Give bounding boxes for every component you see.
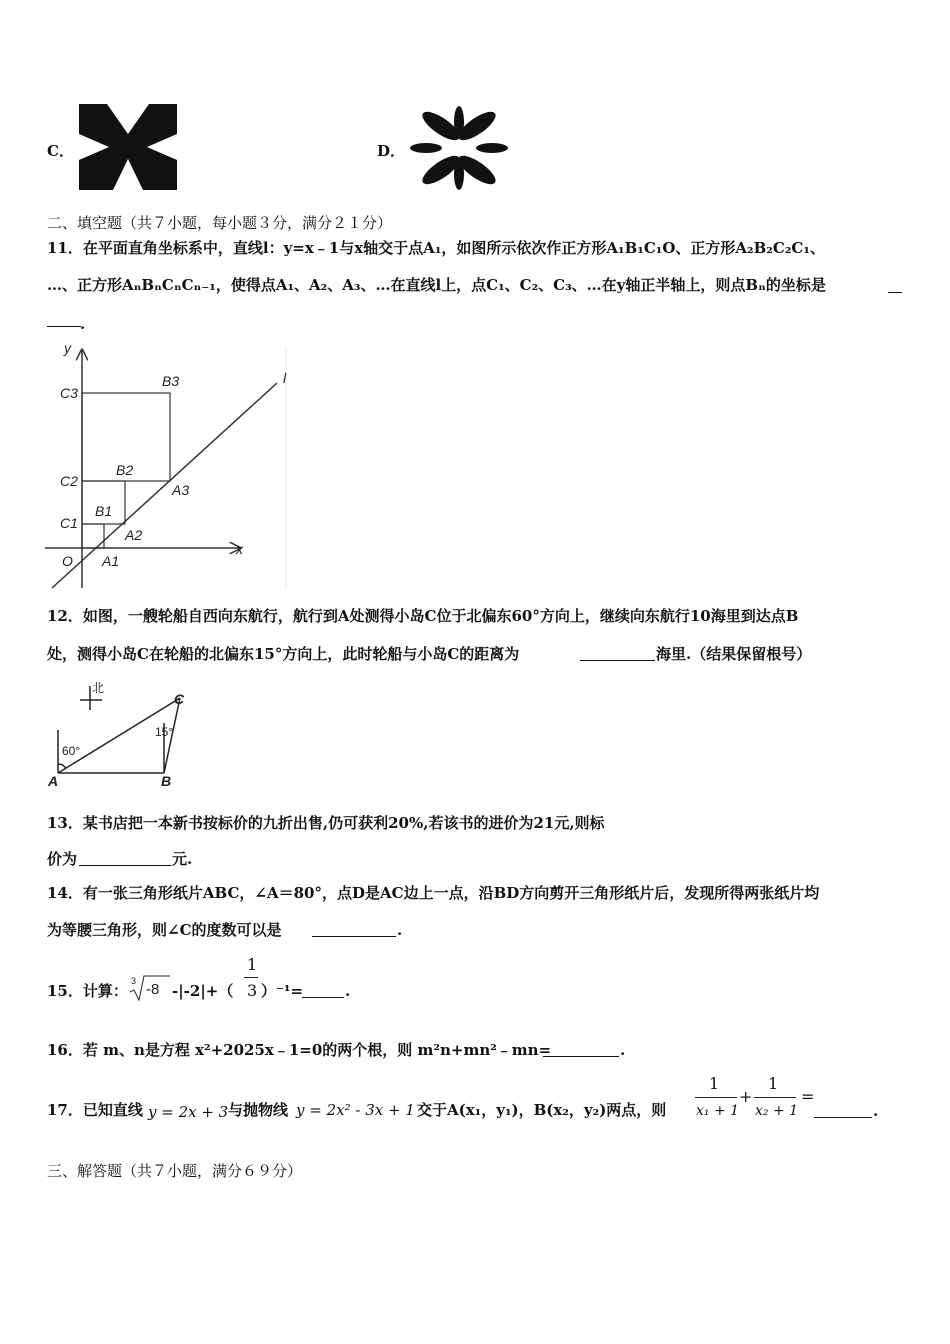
- q15-end: .: [345, 982, 351, 1000]
- q11-figure: [40, 338, 290, 594]
- q16-end: .: [620, 1041, 626, 1059]
- q13-answer-blank[interactable]: [79, 851, 171, 866]
- option-d-label: D．: [377, 142, 406, 160]
- q17-f2-bar: [754, 1097, 796, 1098]
- q13-line2b: 元.: [172, 850, 193, 868]
- q12-answer-blank[interactable]: [580, 646, 655, 661]
- q12-line2b: 海里.（结果保留根号）: [656, 645, 812, 663]
- option-c-label: C．: [47, 142, 74, 160]
- q17-plus: +: [739, 1087, 753, 1106]
- q12-line1: 12．如图，一艘轮船自西向东航行，航行到A处测得小岛C位于北偏东60°方向上，继续向东航行10海里到达点B: [47, 607, 799, 625]
- q17-line-eq: y = 2x + 3: [148, 1103, 229, 1121]
- q17-answer-blank[interactable]: [814, 1103, 872, 1118]
- q15-root-index: 3: [131, 976, 137, 986]
- q17-parabola: y = 2x² - 3x + 1: [296, 1101, 415, 1119]
- q11-line1: 11．在平面直角坐标系中，直线l：y=x﹣1与x轴交于点A₁，如图所示依次作正方形A₁B₁C₁O、正方形A₂B₂C₂C₁、: [47, 239, 825, 257]
- q17-prefix: 17．已知直线: [47, 1101, 143, 1119]
- q15-radical: [128, 970, 172, 1004]
- q12-figure: [44, 678, 194, 790]
- q14-answer-blank[interactable]: [312, 922, 396, 937]
- q13-line2a: 价为: [47, 850, 78, 868]
- q15-middle: -|-2|+（: [172, 982, 234, 1000]
- q15-frac-den: 3: [247, 981, 258, 1000]
- q11-fig-a3: A3: [172, 482, 190, 498]
- q14-line2: 为等腰三角形，则∠C的度数可以是: [47, 921, 282, 939]
- q11-fig-c1: C1: [60, 515, 78, 531]
- q11-answer-blank-a[interactable]: [888, 278, 902, 293]
- section3-title: 三、解答题（共７小题，满分６９分）: [47, 1162, 303, 1180]
- q11-line2: …、正方形AₙBₙCₙCₙ₋₁，使得点A₁、A₂、A₃、…在直线l上，点C₁、C₂、C₃、…在y轴正半轴上，则点Bₙ的坐标是: [47, 276, 826, 294]
- q15-frac-num: 1: [247, 955, 258, 974]
- q11-fig-a2: A2: [125, 527, 143, 543]
- q17-end: .: [873, 1102, 879, 1120]
- q17-f1-den: x₁ + 1: [696, 1103, 740, 1119]
- q17-f2-num: 1: [768, 1074, 779, 1093]
- q11-fig-y: y: [64, 340, 71, 356]
- q17-f2-den: x₂ + 1: [755, 1103, 799, 1119]
- q12-fig-north: 北: [92, 681, 105, 695]
- q11-fig-a1: A1: [102, 553, 120, 569]
- q16-text: 16．若 m、n是方程 x²+2025x﹣1=0的两个根，则 m²n+mn²﹣mn=: [47, 1041, 552, 1059]
- q15-answer-blank[interactable]: [302, 983, 344, 998]
- option-c-figure: [79, 104, 177, 190]
- q14-line1: 14．有一张三角形纸片ABC，∠A＝80°，点D是AC边上一点，沿BD方向剪开三角形纸片后，发现所得两张纸片均: [47, 884, 820, 902]
- q17-f1-num: 1: [709, 1074, 720, 1093]
- q11-fig-b1: B1: [95, 503, 113, 519]
- q11-fig-l: l: [283, 370, 287, 386]
- q12-fig-b: B: [161, 773, 172, 789]
- q12-fig-a: A: [48, 773, 59, 789]
- q11-fig-b2: B2: [116, 462, 134, 478]
- q12-fig-60: 60°: [62, 744, 81, 758]
- q15-radicand: -8: [146, 981, 160, 998]
- section2-title: 二、填空题（共７小题，每小题３分，满分２１分）: [47, 214, 393, 232]
- option-d-figure: [408, 104, 510, 192]
- q15-suffix: ）⁻¹=: [261, 982, 304, 1000]
- q11-fig-x: x: [236, 541, 243, 557]
- q15-frac-bar: [244, 977, 258, 978]
- q13-line1: 13．某书店把一本新书按标价的九折出售,仍可获利20%,若该书的进价为21元,则标: [47, 814, 605, 832]
- q14-line2-end: .: [397, 921, 403, 939]
- q12-line2a: 处，测得小岛C在轮船的北偏东15°方向上，此时轮船与小岛C的距离为: [47, 645, 520, 663]
- q11-fig-c3: C3: [60, 385, 78, 401]
- q17-f1-bar: [695, 1097, 737, 1098]
- q16-answer-blank[interactable]: [543, 1042, 619, 1057]
- q12-fig-15: 15°: [155, 725, 174, 739]
- q11-fig-b3: B3: [162, 373, 180, 389]
- q11-line3-end: .: [80, 315, 86, 333]
- q12-fig-c: C: [174, 691, 185, 707]
- q17-equals: =: [801, 1087, 815, 1106]
- q11-answer-blank-b[interactable]: [47, 312, 81, 327]
- q11-fig-c2: C2: [60, 473, 78, 489]
- q11-fig-o: O: [62, 553, 73, 569]
- q15-prefix: 15．计算：: [47, 982, 128, 1000]
- q17-mid2: 交于A(x₁，y₁)，B(x₂，y₂)两点，则: [417, 1101, 667, 1119]
- q17-mid1: 与抛物线: [228, 1101, 289, 1119]
